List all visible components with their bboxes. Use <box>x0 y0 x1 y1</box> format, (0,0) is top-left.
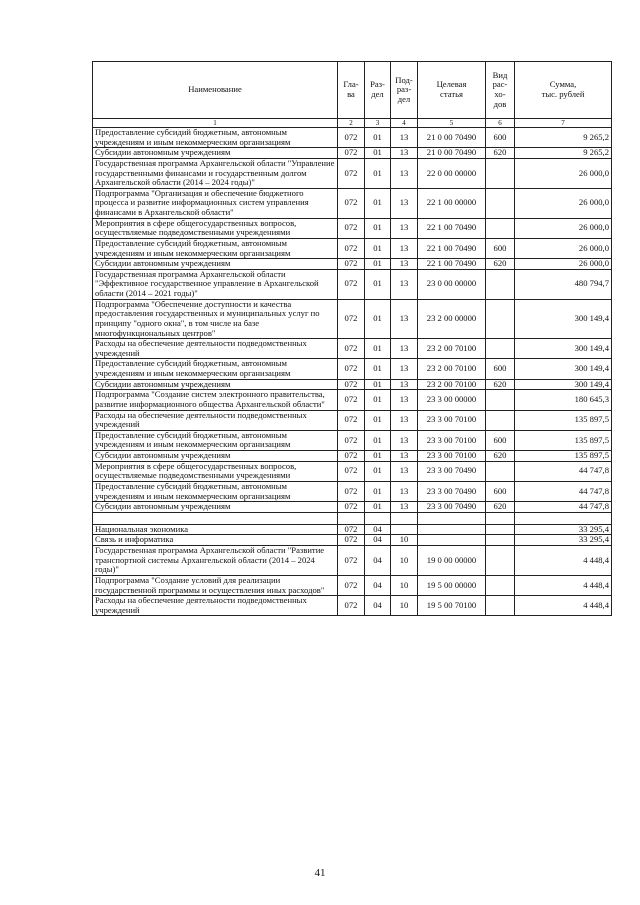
table-row <box>93 188 612 218</box>
row-section: 01 <box>365 259 391 270</box>
row-amount: 135 897,5 <box>515 430 612 450</box>
row-type <box>486 575 515 595</box>
row-target: 23 3 00 70100 <box>418 430 486 450</box>
row-name: Подпрограмма "Создание систем электронного правительства, развитие информационного общества Архангельской области" <box>93 390 338 410</box>
row-target: 23 0 00 00000 <box>418 269 486 299</box>
row-name: Мероприятия в сфере общегосударственных вопросов, осуществляемые подведомственными учреждениями <box>93 461 338 481</box>
row-chapter: 072 <box>338 546 365 576</box>
row-type <box>486 546 515 576</box>
row-section: 01 <box>365 379 391 390</box>
row-chapter: 072 <box>338 451 365 462</box>
row-type: 600 <box>486 238 515 258</box>
column-number: 1 <box>93 119 338 128</box>
row-amount: 9 265,2 <box>515 128 612 148</box>
row-section: 01 <box>365 410 391 430</box>
row-chapter: 072 <box>338 269 365 299</box>
table-row <box>93 390 612 410</box>
row-name: Субсидии автономным учреждениям <box>93 379 338 390</box>
row-target: 23 3 00 70100 <box>418 410 486 430</box>
column-number: 3 <box>365 119 391 128</box>
row-name: Подпрограмма "Обеспечение доступности и качества предоставления государственных и муниципальных услуг по принципу "одного окна", в том числе на базе многофункциональных центров" <box>93 299 338 339</box>
row-subsection: 10 <box>391 575 418 595</box>
table-row <box>93 410 612 430</box>
table-row <box>93 461 612 481</box>
row-name: Субсидии автономным учреждениям <box>93 259 338 270</box>
row-subsection: 13 <box>391 299 418 339</box>
table-row <box>93 148 612 159</box>
column-number: 4 <box>391 119 418 128</box>
row-amount: 26 000,0 <box>515 188 612 218</box>
row-section <box>365 512 391 524</box>
row-name: Субсидии автономным учреждениям <box>93 451 338 462</box>
row-type: 600 <box>486 359 515 379</box>
row-chapter: 072 <box>338 430 365 450</box>
table-row <box>93 379 612 390</box>
row-section: 04 <box>365 535 391 546</box>
row-type <box>486 461 515 481</box>
row-type <box>486 524 515 535</box>
table-row <box>93 524 612 535</box>
row-type: 620 <box>486 148 515 159</box>
row-target: 22 1 00 70490 <box>418 238 486 258</box>
table-row <box>93 218 612 238</box>
row-chapter: 072 <box>338 524 365 535</box>
row-name: Предоставление субсидий бюджетным, автономным учреждениям и иным некоммерческим организациям <box>93 481 338 501</box>
row-type: 620 <box>486 502 515 513</box>
row-chapter <box>338 512 365 524</box>
row-name: Подпрограмма "Организация и обеспечение бюджетного процесса и развитие информационных систем управления финансами в Архангельской области" <box>93 188 338 218</box>
row-type <box>486 390 515 410</box>
row-chapter: 072 <box>338 339 365 359</box>
row-target <box>418 535 486 546</box>
row-name: Государственная программа Архангельской области "Управление государственными финансами и государственным долгом Архангельской области (2014 – 2024 годы)" <box>93 158 338 188</box>
row-section: 04 <box>365 575 391 595</box>
row-subsection <box>391 524 418 535</box>
row-target: 23 2 00 70100 <box>418 359 486 379</box>
header-type: Вид рас- хо- дов <box>486 62 515 119</box>
row-name: Предоставление субсидий бюджетным, автономным учреждениям и иным некоммерческим организациям <box>93 359 338 379</box>
row-amount: 300 149,4 <box>515 379 612 390</box>
row-amount: 300 149,4 <box>515 299 612 339</box>
table-body <box>93 128 612 616</box>
row-chapter: 072 <box>338 379 365 390</box>
row-subsection: 13 <box>391 269 418 299</box>
row-amount: 135 897,5 <box>515 410 612 430</box>
row-target: 23 3 00 00000 <box>418 390 486 410</box>
row-amount: 26 000,0 <box>515 158 612 188</box>
row-target: 23 2 00 70100 <box>418 379 486 390</box>
row-section: 01 <box>365 390 391 410</box>
row-chapter: 072 <box>338 596 365 616</box>
row-target: 19 0 00 00000 <box>418 546 486 576</box>
row-amount: 26 000,0 <box>515 238 612 258</box>
row-chapter: 072 <box>338 359 365 379</box>
row-section: 01 <box>365 188 391 218</box>
row-amount: 33 295,4 <box>515 535 612 546</box>
row-subsection: 13 <box>391 259 418 270</box>
row-section: 04 <box>365 596 391 616</box>
row-name: Субсидии автономным учреждениям <box>93 148 338 159</box>
row-subsection: 13 <box>391 461 418 481</box>
row-target <box>418 524 486 535</box>
row-target: 22 1 00 00000 <box>418 188 486 218</box>
row-type: 600 <box>486 481 515 501</box>
row-type: 620 <box>486 379 515 390</box>
row-section: 01 <box>365 158 391 188</box>
row-chapter: 072 <box>338 259 365 270</box>
row-subsection: 10 <box>391 535 418 546</box>
row-amount: 4 448,4 <box>515 575 612 595</box>
row-name: Предоставление субсидий бюджетным, автономным учреждениям и иным некоммерческим организациям <box>93 238 338 258</box>
row-type: 620 <box>486 259 515 270</box>
row-section: 01 <box>365 128 391 148</box>
row-subsection: 13 <box>391 410 418 430</box>
row-type <box>486 269 515 299</box>
row-subsection: 13 <box>391 390 418 410</box>
row-type <box>486 410 515 430</box>
table-row <box>93 128 612 148</box>
row-subsection: 13 <box>391 502 418 513</box>
row-name: Подпрограмма "Создание условий для реализации государственной программы и осуществления иных расходов" <box>93 575 338 595</box>
row-chapter: 072 <box>338 535 365 546</box>
row-target <box>418 512 486 524</box>
row-name: Расходы на обеспечение деятельности подведомственных учреждений <box>93 410 338 430</box>
row-name: Государственная программа Архангельской области "Развитие транспортной системы Архангельской области (2014 – 2024 годы)" <box>93 546 338 576</box>
row-target: 21 0 00 70490 <box>418 148 486 159</box>
row-target: 19 5 00 70100 <box>418 596 486 616</box>
header-name: Наименование <box>93 62 338 119</box>
row-section: 01 <box>365 148 391 159</box>
budget-table <box>92 61 612 616</box>
row-section: 01 <box>365 359 391 379</box>
table-row <box>93 502 612 513</box>
row-subsection: 10 <box>391 596 418 616</box>
row-target: 23 3 00 70490 <box>418 481 486 501</box>
table-row <box>93 512 612 524</box>
row-chapter: 072 <box>338 575 365 595</box>
row-subsection: 10 <box>391 546 418 576</box>
row-amount <box>515 512 612 524</box>
row-amount: 4 448,4 <box>515 596 612 616</box>
row-chapter: 072 <box>338 148 365 159</box>
row-chapter: 072 <box>338 188 365 218</box>
row-amount: 300 149,4 <box>515 359 612 379</box>
row-type <box>486 299 515 339</box>
header-subsection: Под- раз- дел <box>391 62 418 119</box>
row-type <box>486 158 515 188</box>
row-section: 01 <box>365 461 391 481</box>
row-name: Мероприятия в сфере общегосударственных вопросов, осуществляемые подведомственными учреждениями <box>93 218 338 238</box>
row-name: Субсидии автономным учреждениям <box>93 502 338 513</box>
row-type <box>486 596 515 616</box>
row-chapter: 072 <box>338 410 365 430</box>
row-target: 22 1 00 70490 <box>418 218 486 238</box>
row-type <box>486 339 515 359</box>
row-name: Расходы на обеспечение деятельности подведомственных учреждений <box>93 339 338 359</box>
table-row <box>93 535 612 546</box>
row-subsection: 13 <box>391 128 418 148</box>
row-name: Предоставление субсидий бюджетным, автономным учреждениям и иным некоммерческим организациям <box>93 430 338 450</box>
row-chapter: 072 <box>338 299 365 339</box>
row-amount: 26 000,0 <box>515 218 612 238</box>
column-number: 2 <box>338 119 365 128</box>
row-amount: 4 448,4 <box>515 546 612 576</box>
table-row <box>93 481 612 501</box>
row-section: 01 <box>365 299 391 339</box>
header-section: Раз- дел <box>365 62 391 119</box>
row-name: Государственная программа Архангельской области "Эффективное государственное управление в Архангельской области (2014 – 2021 годы)" <box>93 269 338 299</box>
row-subsection <box>391 512 418 524</box>
row-amount: 33 295,4 <box>515 524 612 535</box>
table-row <box>93 158 612 188</box>
row-name: Связь и информатика <box>93 535 338 546</box>
row-chapter: 072 <box>338 218 365 238</box>
table-row <box>93 259 612 270</box>
row-section: 01 <box>365 481 391 501</box>
row-section: 01 <box>365 502 391 513</box>
row-subsection: 13 <box>391 451 418 462</box>
row-amount: 135 897,5 <box>515 451 612 462</box>
row-target: 23 2 00 70100 <box>418 339 486 359</box>
row-chapter: 072 <box>338 481 365 501</box>
table-row <box>93 596 612 616</box>
row-amount: 44 747,8 <box>515 461 612 481</box>
row-chapter: 072 <box>338 461 365 481</box>
table-row <box>93 546 612 576</box>
row-subsection: 13 <box>391 238 418 258</box>
row-type: 620 <box>486 451 515 462</box>
row-section: 01 <box>365 430 391 450</box>
row-section: 04 <box>365 524 391 535</box>
row-chapter: 072 <box>338 158 365 188</box>
row-amount: 44 747,8 <box>515 502 612 513</box>
header-target: Целевая статья <box>418 62 486 119</box>
row-name: Национальная экономика <box>93 524 338 535</box>
row-subsection: 13 <box>391 188 418 218</box>
row-section: 01 <box>365 451 391 462</box>
row-target: 22 1 00 70490 <box>418 259 486 270</box>
row-type <box>486 218 515 238</box>
row-subsection: 13 <box>391 430 418 450</box>
row-section: 01 <box>365 339 391 359</box>
table-row <box>93 451 612 462</box>
table-row <box>93 339 612 359</box>
row-subsection: 13 <box>391 218 418 238</box>
row-subsection: 13 <box>391 481 418 501</box>
row-target: 21 0 00 70490 <box>418 128 486 148</box>
row-amount: 180 645,3 <box>515 390 612 410</box>
table-row <box>93 269 612 299</box>
row-type: 600 <box>486 430 515 450</box>
row-subsection: 13 <box>391 148 418 159</box>
row-subsection: 13 <box>391 379 418 390</box>
row-subsection: 13 <box>391 359 418 379</box>
row-target: 23 3 00 70490 <box>418 461 486 481</box>
header-chapter: Гла- ва <box>338 62 365 119</box>
row-section: 01 <box>365 238 391 258</box>
row-type <box>486 188 515 218</box>
row-section: 04 <box>365 546 391 576</box>
row-section: 01 <box>365 269 391 299</box>
row-name: Предоставление субсидий бюджетным, автономным учреждениям и иным некоммерческим организациям <box>93 128 338 148</box>
row-name <box>93 512 338 524</box>
column-number: 7 <box>515 119 612 128</box>
row-type: 600 <box>486 128 515 148</box>
table-row <box>93 238 612 258</box>
row-section: 01 <box>365 218 391 238</box>
row-chapter: 072 <box>338 502 365 513</box>
row-amount: 480 794,7 <box>515 269 612 299</box>
row-subsection: 13 <box>391 339 418 359</box>
row-subsection: 13 <box>391 158 418 188</box>
table-row <box>93 430 612 450</box>
row-amount: 44 747,8 <box>515 481 612 501</box>
page-number: 41 <box>314 867 326 879</box>
row-target: 23 3 00 70100 <box>418 451 486 462</box>
row-name: Расходы на обеспечение деятельности подведомственных учреждений <box>93 596 338 616</box>
row-chapter: 072 <box>338 128 365 148</box>
row-amount: 300 149,4 <box>515 339 612 359</box>
row-target: 22 0 00 00000 <box>418 158 486 188</box>
row-type <box>486 512 515 524</box>
header-row <box>93 62 612 119</box>
row-amount: 9 265,2 <box>515 148 612 159</box>
column-number: 6 <box>486 119 515 128</box>
column-number: 5 <box>418 119 486 128</box>
row-type <box>486 535 515 546</box>
row-chapter: 072 <box>338 390 365 410</box>
row-target: 23 2 00 00000 <box>418 299 486 339</box>
table-row <box>93 299 612 339</box>
row-amount: 26 000,0 <box>515 259 612 270</box>
row-chapter: 072 <box>338 238 365 258</box>
table-row <box>93 359 612 379</box>
row-target: 19 5 00 00000 <box>418 575 486 595</box>
row-target: 23 3 00 70490 <box>418 502 486 513</box>
table-row <box>93 575 612 595</box>
header-amount: Сумма, тыс. рублей <box>515 62 612 119</box>
